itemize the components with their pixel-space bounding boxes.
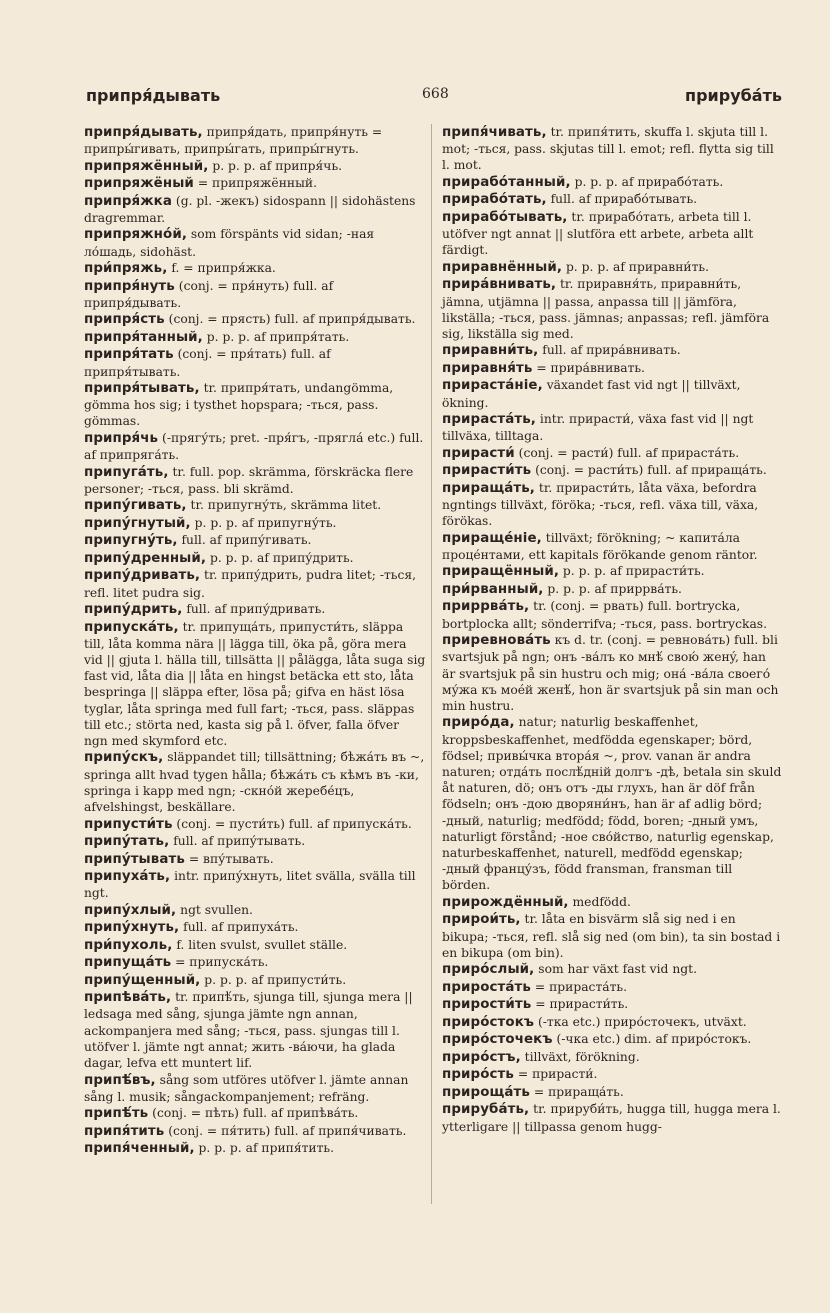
entry-headword: прирождённый, <box>442 894 569 910</box>
entry-definition: full. af припу́гивать. <box>177 533 312 548</box>
dictionary-entry <box>84 851 426 868</box>
entry-definition: (conj. = пря́нуть) full. af припря́дывать. <box>84 278 334 310</box>
entry-definition: p. p. p. af прирабо́тать. <box>570 174 724 189</box>
entry-headword: припя́ченный, <box>84 1141 195 1157</box>
entry-headword: прирабо́тать, <box>442 192 547 208</box>
entry-headword: припря́чь <box>84 430 159 446</box>
entry-definition: sång som utföres utöfver l. jämte annan sång l. musik; sångackompanjement; refräng. <box>84 1072 409 1104</box>
entry-definition: p. p. p. af припу́дрить. <box>206 550 354 565</box>
entry-headword: приро́сть <box>442 1067 514 1083</box>
entry-headword: припя́чивать, <box>442 125 547 140</box>
entry-headword: приро́стъ, <box>442 1049 521 1065</box>
entry-definition: p. p. p. af припусти́ть. <box>200 972 347 987</box>
dictionary-entry <box>442 581 782 598</box>
entry-headword: припу́хлый, <box>84 902 177 918</box>
dictionary-entry <box>442 360 782 377</box>
entry-headword: при́рванный, <box>442 581 544 597</box>
entry-definition: (conj. = пѣть) full. af припѣва́ть. <box>148 1106 359 1121</box>
entry-headword: прируба́ть, <box>442 1102 530 1118</box>
entry-definition: tr. прирасти́ть, låta växa, befordra ngntings tillväxt, föröka; -ться, refl. växa till, växa, förökas. <box>442 480 759 529</box>
entry-definition: tr. приравня́ть, приравни́ть, jämna, utjämna || passa, anpassa till || jämföra, likställa; -ться, pass. jämnas; anpassas; refl. jämföra sig, likställa sig med. <box>442 277 770 341</box>
entry-headword: припу́гнутый, <box>84 515 191 531</box>
dictionary-entry <box>84 175 426 192</box>
entry-headword: припуща́ть <box>84 955 172 971</box>
entry-definition: p. p. p. af припря́тать. <box>202 329 350 344</box>
entry-headword: приррва́ть, <box>442 599 530 615</box>
entry-definition: f. liten svulst, svullet ställe. <box>172 937 348 952</box>
dictionary-entry <box>442 979 782 996</box>
entry-headword: приравнённый, <box>442 259 563 275</box>
entry-headword: припѣ́ть <box>84 1106 149 1122</box>
entry-definition: tillväxt, förökning. <box>520 1049 640 1064</box>
dictionary-entry <box>442 276 782 342</box>
entry-definition: p. p. p. af приравни́ть. <box>562 259 709 274</box>
entry-definition: intr. прирасти́, växa fast vid || ngt tillväxa, tilltaga. <box>442 412 754 444</box>
dictionary-entry <box>84 989 426 1071</box>
entry-definition: släppandet till; tillsättning; бѣжа́ть въ ~, springa allt hvad tygen hålla; бѣжа́ть съ кѣмъ въ -ки, springa i kapp med ngn; -скно́й жеребе́цъ, afvelshingst, beskällare. <box>84 750 425 815</box>
entry-definition: = впу́тывать. <box>184 851 274 866</box>
entry-headword: припу́дривать, <box>84 568 201 584</box>
entry-definition: = припряжённый. <box>193 176 317 191</box>
entry-headword: припу́тывать <box>84 851 185 867</box>
entry-definition: = прираста́ть. <box>530 979 627 994</box>
entry-definition: f. = припря́жка. <box>167 261 276 276</box>
entry-definition: full. af прирабо́тывать. <box>546 192 698 207</box>
dictionary-entry <box>84 311 426 328</box>
dictionary-entry <box>84 1123 426 1140</box>
entry-headword: приращéніе, <box>442 530 542 546</box>
dictionary-entry <box>84 515 426 532</box>
entry-headword: приравня́ть <box>442 360 533 376</box>
dictionary-entry <box>84 1140 426 1157</box>
dictionary-entry <box>442 1066 782 1083</box>
dictionary-entry <box>84 902 426 919</box>
entry-headword: припу́скъ, <box>84 750 164 766</box>
dictionary-entry <box>442 377 782 410</box>
dictionary-entry <box>84 868 426 901</box>
dictionary-entry <box>442 124 782 174</box>
column-divider <box>431 124 432 1204</box>
dictionary-entry <box>84 124 426 157</box>
dictionary-entry <box>442 563 782 580</box>
dictionary-entry <box>442 894 782 911</box>
dictionary-entry <box>84 833 426 850</box>
entry-headword: припу́щенный, <box>84 972 201 988</box>
dictionary-entry <box>442 209 782 259</box>
entry-definition: = прираща́ть. <box>529 1084 624 1099</box>
entry-headword: приро́стокъ <box>442 1014 535 1030</box>
entry-headword: прирасти́ <box>442 445 515 461</box>
dictionary-entry <box>442 996 782 1013</box>
dictionary-entry <box>442 462 782 479</box>
dictionary-entry <box>442 1014 782 1031</box>
dictionary-entry <box>84 260 426 277</box>
dictionary-entry <box>442 632 782 714</box>
entry-headword: припу́дренный, <box>84 550 207 566</box>
entry-headword: припря́дывать, <box>84 125 203 140</box>
entry-definition: tr. припря́тать, undangömma, gömma hos sig; i tysthet hopspara; -ться, pass. gömmas. <box>84 381 394 429</box>
entry-definition: p. p. p. af припря́чь. <box>208 158 343 173</box>
dictionary-entry <box>84 346 426 379</box>
entry-definition: intr. припу́хнуть, litet svälla, svälla till ngt. <box>84 869 416 901</box>
dictionary-entry <box>442 411 782 444</box>
entry-definition: tr. припя́тить, skuffa l. skjuta till l. mot; -ться, pass. skjutas till l. emot; refl. flytta sig till l. mot. <box>442 125 774 173</box>
dictionary-entry <box>84 972 426 989</box>
dictionary-entry <box>442 961 782 978</box>
entry-definition: къ d. tr. (conj. = ревнова́ть) full. bli svartsjuk på ngn; онъ -ва́лъ ко мнѣ́ свою́ женý, han är svartsjuk på sin hustru och mig; она́ -ва́ла своего́ му́жа къ моéй женѣ́, hon är svartsjuk på sin man och min hustru. <box>442 633 779 713</box>
right-column <box>442 124 782 1135</box>
entry-headword: приращённый, <box>442 564 560 580</box>
entry-definition: tr. full. pop. skrämma, förskräcka flere personer; -ться, pass. bli skrämd. <box>84 464 414 496</box>
entry-headword: при́пряжь, <box>84 261 168 277</box>
left-running-headword: припря́дывать <box>86 86 221 105</box>
dictionary-entry <box>84 532 426 549</box>
entry-headword: припря́тать <box>84 347 174 363</box>
dictionary-entry <box>442 1084 782 1101</box>
entry-headword: приро́да, <box>442 715 515 731</box>
entry-definition: som har växt fast vid ngt. <box>534 962 697 977</box>
entry-headword: припря́жка <box>84 193 173 209</box>
dictionary-entry <box>84 430 426 463</box>
entry-definition: = прирасти́ть. <box>531 997 629 1012</box>
entry-headword: прирабо́тывать, <box>442 209 568 225</box>
entry-headword: припу́гивать, <box>84 498 187 514</box>
entry-definition: (conj. = пусти́ть) full. af припуска́ть. <box>172 816 412 831</box>
entry-headword: припусти́ть <box>84 816 173 832</box>
dictionary-entry <box>84 380 426 430</box>
dictionary-entry <box>442 259 782 276</box>
entry-headword: припуга́ть, <box>84 464 169 480</box>
entry-headword: припря́тывать, <box>84 381 200 397</box>
entry-definition: (-чка etc.) dim. af приро́стокъ. <box>552 1032 752 1047</box>
entry-headword: припуска́ть, <box>84 619 179 635</box>
dictionary-entry <box>84 1072 426 1105</box>
entry-headword: прираста́ніе, <box>442 378 543 394</box>
dictionary-entry <box>84 619 426 750</box>
entry-headword: припряжно́й, <box>84 227 188 243</box>
entry-definition: = прирасти́. <box>513 1067 598 1082</box>
dictionary-entry <box>442 342 782 359</box>
page-number: 668 <box>422 86 449 102</box>
entry-definition: p. p. p. af припя́тить. <box>194 1141 335 1156</box>
entry-definition: p. p. p. af приррва́ть. <box>543 581 682 596</box>
entry-headword: прирасти́ть <box>442 463 532 479</box>
entry-definition: som förspänts vid sidan; -ная ло́шадь, sidohäst. <box>84 227 375 259</box>
dictionary-entry <box>84 601 426 618</box>
entry-headword: припѣва́ть, <box>84 990 172 1006</box>
entry-definition: tr. прируби́ть, hugga till, hugga mera l. ytterligare || tillpassa genom hugg- <box>442 1102 781 1134</box>
entry-definition: tr. припѣ́ть, sjunga till, sjunga mera || ledsaga med sång, sjunga jämte ngn annan, ackompanjera med sång; -ться, pass. sjungas till l. utöfver l. jämte ngt annat; жить -ва́ючи, ha glada dagar, lefva ett muntert lif. <box>84 990 413 1071</box>
dictionary-entry <box>84 464 426 497</box>
entry-definition: full. af прира́внивать. <box>538 343 681 358</box>
dictionary-entry <box>442 480 782 530</box>
entry-headword: при́пухоль, <box>84 937 173 953</box>
entry-headword: прирои́ть, <box>442 912 521 928</box>
dictionary-entry <box>442 1101 782 1134</box>
dictionary-entry <box>442 174 782 191</box>
entry-definition: = припуска́ть. <box>171 955 269 970</box>
entry-headword: припу́хнуть, <box>84 920 180 936</box>
dictionary-entry <box>84 193 426 226</box>
dictionary-entry <box>442 1031 782 1048</box>
dictionary-entry <box>442 1049 782 1066</box>
entry-headword: припу́дрить, <box>84 602 183 618</box>
entry-definition: full. af припуха́ть. <box>179 920 299 935</box>
entry-headword: прираща́ть, <box>442 480 535 496</box>
entry-headword: припря́танный, <box>84 329 203 345</box>
dictionary-entry <box>84 226 426 259</box>
left-column <box>84 124 426 1158</box>
entry-headword: припряжёный <box>84 176 194 192</box>
dictionary-entry <box>84 954 426 971</box>
entry-headword: припя́тить <box>84 1123 165 1139</box>
entry-definition: medfödd. <box>568 894 631 909</box>
dictionary-entry <box>84 567 426 600</box>
entry-definition: (-тка etc.) приро́сточекъ, utväxt. <box>534 1014 747 1029</box>
entry-definition: (conj. = пя́тить) full. af припя́чивать. <box>164 1123 407 1138</box>
entry-headword: припу́тать, <box>84 834 170 850</box>
entry-definition: (conj. = расти́) full. af прираста́ть. <box>514 445 740 460</box>
entry-headword: припря́нуть <box>84 278 175 294</box>
entry-headword: припуха́ть, <box>84 869 171 885</box>
entry-definition: tr. припугну́ть, skrämma litet. <box>186 498 382 513</box>
entry-definition: tr. прирабо́тать, arbeta till l. utöfver ngt annat || slutföra ett arbete, arbeta allt färdigt. <box>442 209 754 258</box>
entry-headword: припря́сть <box>84 312 165 328</box>
dictionary-entry <box>442 445 782 462</box>
dictionary-entry <box>442 911 782 961</box>
entry-headword: припряжённый, <box>84 158 209 174</box>
right-running-headword: прируба́ть <box>685 86 782 105</box>
entry-definition: ngt svullen. <box>176 902 253 917</box>
entry-definition: (conj. = прясть) full. af припря́дывать. <box>164 312 416 327</box>
entry-headword: прироща́ть <box>442 1084 530 1100</box>
entry-definition: tr. припуща́ть, припусти́ть, släppa till, låta komma nära || lägga till, öka på, göra mera vid || gjuta l. hälla till, tillsätta || pålägga, låta suga sig fast vid, låta dia || låta en hingst betäcka ett sto, låta bespringa || släppa efter, lösa på; gifva en häst lösa tyglar, låta springa med full fart; -ться, pass. släppas till etc.; störta ned, kasta sig på l. öfver, falla öfver ngn med skymford etc. <box>84 619 426 748</box>
entry-definition: full. af припу́дривать. <box>182 602 326 617</box>
dictionary-entry <box>84 278 426 311</box>
entry-definition: natur; naturlig beskaffenhet, kroppsbeskaffenhet, medfödda egenskaper; börd, födsel; привы́чка втора́я ~, prov. vanan är andra naturen; отда́ть послѣ́дній долгъ -дѣ, betala sin skuld åt naturen, dö; онъ отъ -ды глухъ, han är döf från födseln; онъ -дою дворяни́нъ, han är af adlig börd; -дный, naturlig; medfödd; född, boren; -дный умъ, naturligt förstånd; -ное сво́йство, naturlig egenskap, naturbeskaffenhet, naturell, medfödd egenskap; -дный францу́зъ, född fransman, fransman till börden. <box>442 715 782 893</box>
dictionary-entry <box>84 158 426 175</box>
dictionary-entry <box>84 937 426 954</box>
entry-definition: = прира́внивать. <box>532 360 645 375</box>
dictionary-entry <box>84 497 426 514</box>
entry-headword: приро́слый, <box>442 962 535 978</box>
dictionary-entry <box>84 816 426 833</box>
entry-definition: p. p. p. af припугну́ть. <box>190 515 337 530</box>
entry-definition: tr. припу́дрить, pudra litet; -ться, refl. litet pudra sig. <box>84 568 417 600</box>
dictionary-entry <box>84 550 426 567</box>
page-header <box>86 86 782 110</box>
entry-definition: tr. låta en bisvärm slå sig ned i en bikupa; -ться, refl. slå sig ned (om bin), ta sin bostad i en bikupa (om bin). <box>442 912 781 960</box>
dictionary-entry <box>84 329 426 346</box>
entry-definition: (conj. = расти́ть) full. af прираща́ть. <box>531 463 767 478</box>
dictionary-entry <box>442 598 782 631</box>
entry-headword: прира́внивать, <box>442 277 557 293</box>
entry-definition: припря́дать, припря́нуть = припры́гивать, припры́гать, припры́гнуть. <box>84 125 383 157</box>
entry-definition: (-прягу́ть; pret. -пря́гъ, -прягла́ etc.) full. af припряга́ть. <box>84 430 424 463</box>
dictionary-entry <box>84 919 426 936</box>
entry-headword: прираста́ть, <box>442 412 536 428</box>
entry-headword: прирабо́танный, <box>442 174 571 190</box>
entry-headword: приравни́ть, <box>442 343 539 359</box>
entry-definition: tr. (conj. = рвать) full. bortrycka, bortplocka allt; sönderrifva; -ться, pass. bortryckas. <box>442 599 767 631</box>
dictionary-entry <box>442 714 782 893</box>
dictionary-entry <box>442 191 782 208</box>
dictionary-entry <box>84 1105 426 1122</box>
entry-headword: приревнова́ть <box>442 633 551 649</box>
entry-headword: припѣ́въ, <box>84 1072 156 1088</box>
entry-definition: (conj. = пря́тать) full. af припря́тывать. <box>84 347 331 379</box>
entry-headword: прироста́ть <box>442 979 531 995</box>
dictionary-entry <box>442 530 782 563</box>
entry-definition: (g. pl. -жекъ) sidospann || sidohästens dragremmar. <box>84 193 416 225</box>
entry-definition: p. p. p. af прирасти́ть. <box>559 564 705 579</box>
dictionary-entry <box>84 749 426 815</box>
entry-definition: tillväxt; förökning; ~ капита́ла проце́нтами, ett kapitals förökande genom räntor. <box>442 530 758 562</box>
entry-definition: växandet fast vid ngt || tillväxt, ökning. <box>442 378 741 410</box>
entry-headword: прирости́ть <box>442 997 532 1013</box>
entry-definition: full. af припу́тывать. <box>169 834 306 849</box>
entry-headword: приро́сточекъ <box>442 1032 553 1048</box>
entry-headword: припугну́ть, <box>84 533 178 549</box>
